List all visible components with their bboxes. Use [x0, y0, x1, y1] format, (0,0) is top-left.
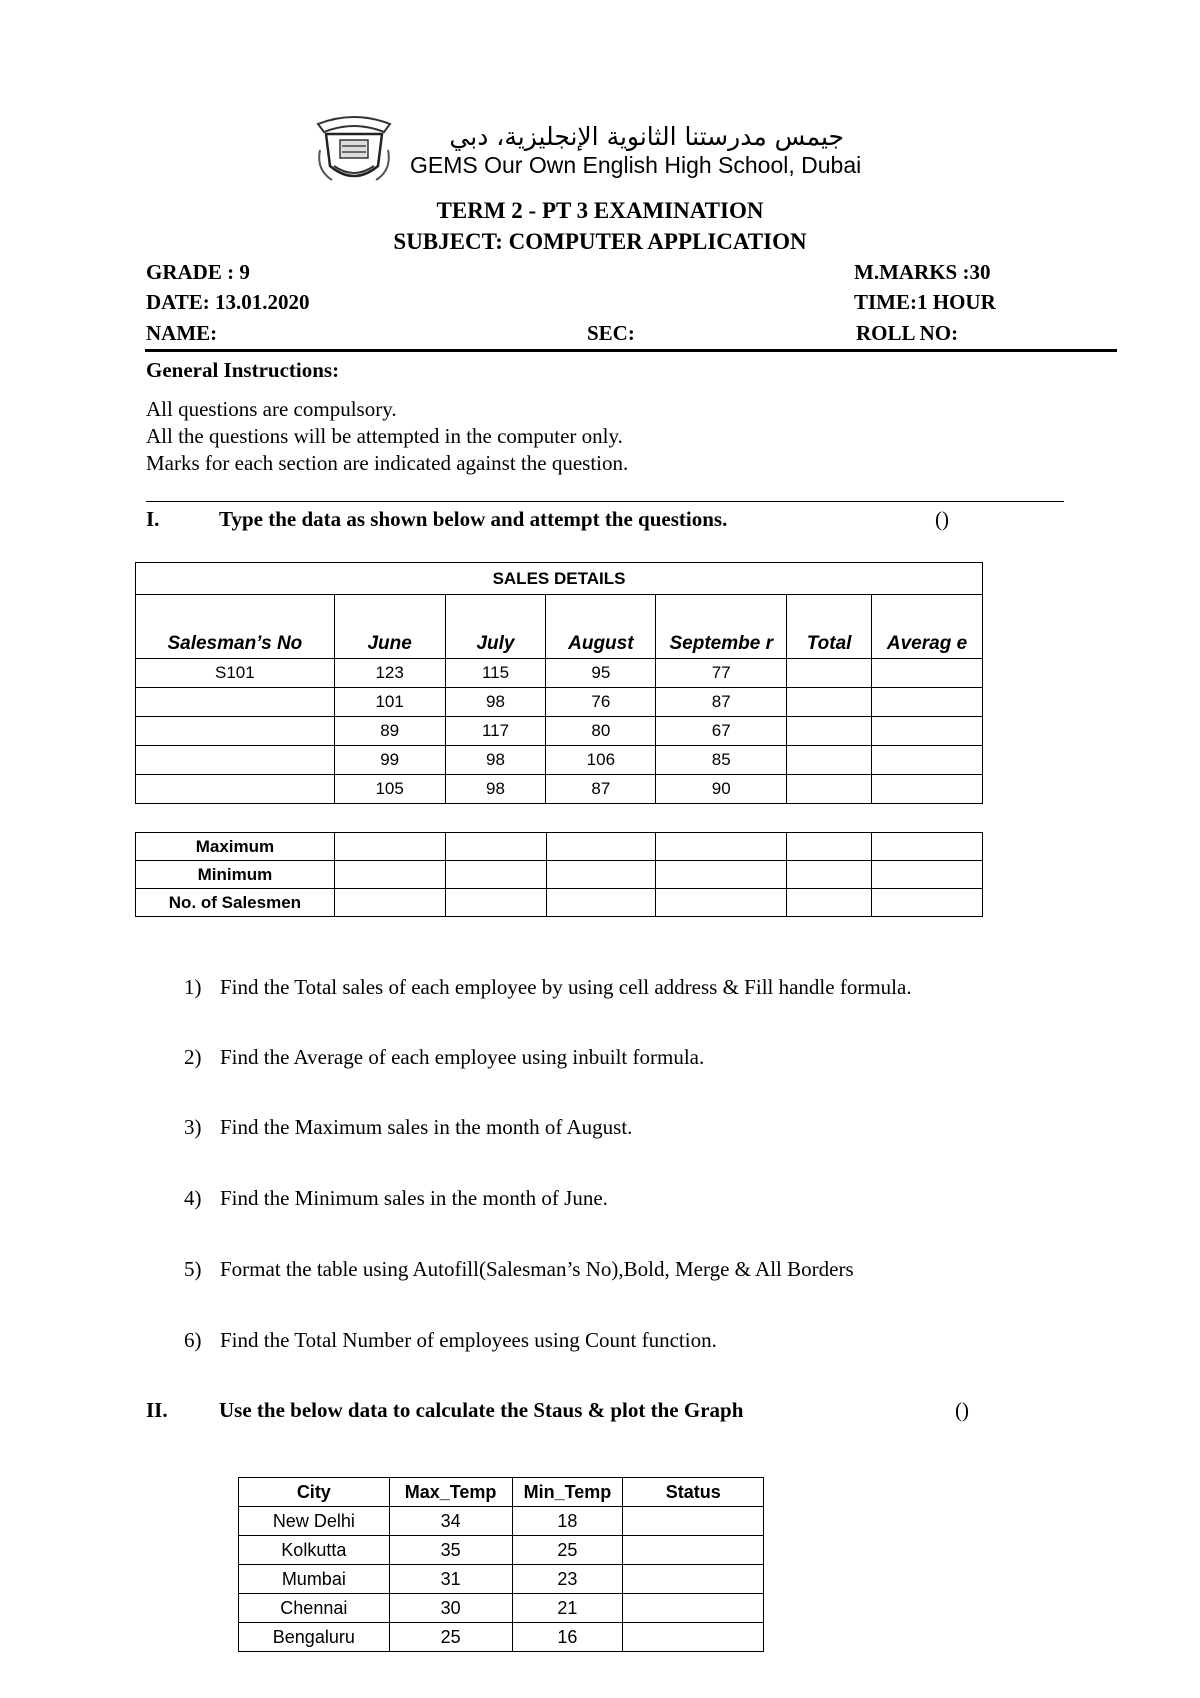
table-cell [334, 861, 445, 889]
question-text: Find the Minimum sales in the month of June. [220, 1186, 608, 1210]
question-number: 2) [184, 1045, 202, 1069]
table-cell [787, 746, 872, 775]
temperature-table [238, 1477, 764, 1652]
table-cell [656, 889, 787, 917]
table-cell: 25 [389, 1623, 512, 1652]
table-cell [872, 775, 983, 804]
table-row [136, 717, 983, 746]
table-cell: 80 [546, 717, 656, 746]
column-header: Status [623, 1478, 764, 1507]
table-cell [656, 861, 787, 889]
table-cell [136, 775, 335, 804]
table-cell [787, 717, 872, 746]
table-cell: Kolkutta [239, 1536, 390, 1565]
column-header: August [546, 595, 656, 659]
table-cell [623, 1594, 764, 1623]
table-cell: 16 [512, 1623, 623, 1652]
instruction-line: All questions are compulsory. [146, 397, 397, 421]
table-row [136, 775, 983, 804]
table-cell [872, 889, 983, 917]
table-row [239, 1565, 764, 1594]
header-divider [145, 349, 1117, 352]
table-cell [787, 889, 872, 917]
column-header: July [445, 595, 546, 659]
section-1-heading: Type the data as shown below and attempt the questions. [219, 507, 728, 531]
table-cell: 90 [656, 775, 787, 804]
table-cell: 35 [389, 1536, 512, 1565]
table-row [136, 746, 983, 775]
table-cell: 77 [656, 659, 787, 688]
table-cell: 18 [512, 1507, 623, 1536]
table-cell: 123 [334, 659, 445, 688]
table-cell: 30 [389, 1594, 512, 1623]
sales-table-caption: SALES DETAILS [136, 563, 983, 595]
sec-field-label: SEC: [587, 321, 635, 345]
table-cell: Mumbai [239, 1565, 390, 1594]
table-cell [656, 833, 787, 861]
table-cell [546, 833, 656, 861]
table-cell: 98 [445, 775, 546, 804]
general-instructions-heading: General Instructions: [146, 358, 340, 382]
table-cell: 23 [512, 1565, 623, 1594]
max-marks-label: M.MARKS :30 [854, 260, 991, 284]
column-header: Averag e [872, 595, 983, 659]
table-cell [334, 833, 445, 861]
instruction-line: Marks for each section are indicated against the question. [146, 451, 629, 475]
question-text: Find the Average of each employee using inbuilt formula. [220, 1045, 705, 1069]
exam-title: TERM 2 - PT 3 EXAMINATION [436, 198, 764, 223]
column-header: June [334, 595, 445, 659]
table-row [136, 861, 983, 889]
table-cell: S101 [136, 659, 335, 688]
table-cell [546, 889, 656, 917]
table-cell: 115 [445, 659, 546, 688]
column-header: Min_Temp [512, 1478, 623, 1507]
column-header: Max_Temp [389, 1478, 512, 1507]
table-cell [334, 889, 445, 917]
time-label: TIME:1 HOUR [854, 290, 996, 314]
table-cell [623, 1536, 764, 1565]
question-number: 1) [184, 975, 202, 999]
table-cell [787, 833, 872, 861]
summary-label-minimum: Minimum [136, 861, 335, 889]
table-row [239, 1623, 764, 1652]
table-cell: 105 [334, 775, 445, 804]
question-text: Find the Total sales of each employee by using cell address & Fill handle formula. [220, 975, 912, 999]
school-name-arabic: جيمس مدرستنا الثانوية الإنجليزية، دبي [449, 122, 844, 151]
table-row [239, 1594, 764, 1623]
table-cell [787, 659, 872, 688]
question-item [184, 1045, 704, 1070]
summary-label-count: No. of Salesmen [136, 889, 335, 917]
table-cell: 34 [389, 1507, 512, 1536]
table-cell: 98 [445, 688, 546, 717]
name-field-label: NAME: [146, 321, 218, 345]
question-item [184, 1186, 608, 1211]
table-cell [546, 861, 656, 889]
table-cell: 95 [546, 659, 656, 688]
roll-no-field-label: ROLL NO: [856, 321, 959, 345]
question-text: Find the Total Number of employees using Count function. [220, 1328, 717, 1352]
question-number: 6) [184, 1328, 202, 1352]
question-item [184, 1328, 717, 1353]
question-text: Find the Maximum sales in the month of August. [220, 1115, 633, 1139]
date-label: DATE: 13.01.2020 [146, 290, 310, 314]
table-cell: 106 [546, 746, 656, 775]
table-cell: 21 [512, 1594, 623, 1623]
question-item [184, 975, 912, 1000]
table-cell: New Delhi [239, 1507, 390, 1536]
table-cell [872, 659, 983, 688]
table-cell: 117 [445, 717, 546, 746]
table-cell: 89 [334, 717, 445, 746]
table-cell [623, 1623, 764, 1652]
table-row [239, 1536, 764, 1565]
school-crest-logo [312, 110, 396, 188]
table-cell [623, 1565, 764, 1594]
table-cell: 67 [656, 717, 787, 746]
table-cell: Chennai [239, 1594, 390, 1623]
column-header: Total [787, 595, 872, 659]
table-cell [872, 746, 983, 775]
subject-title: SUBJECT: COMPUTER APPLICATION [393, 229, 807, 254]
table-cell: 99 [334, 746, 445, 775]
question-item [184, 1257, 854, 1282]
column-header: Salesman’s No [136, 595, 335, 659]
table-cell: 98 [445, 746, 546, 775]
section-2-marks: () [955, 1398, 969, 1422]
table-cell: Bengaluru [239, 1623, 390, 1652]
school-name-english: GEMS Our Own English High School, Dubai [410, 152, 862, 178]
summary-table [135, 832, 983, 917]
question-number: 5) [184, 1257, 202, 1281]
table-cell [872, 861, 983, 889]
question-number: 4) [184, 1186, 202, 1210]
table-cell [872, 833, 983, 861]
question-text: Format the table using Autofill(Salesman’s No),Bold, Merge & All Borders [220, 1257, 854, 1281]
instructions-divider [146, 501, 1064, 502]
section-1-marks: () [935, 507, 949, 531]
table-cell [136, 688, 335, 717]
table-row [239, 1507, 764, 1536]
table-cell: 87 [546, 775, 656, 804]
table-cell: 101 [334, 688, 445, 717]
grade-label: GRADE : 9 [146, 260, 250, 284]
table-cell: 31 [389, 1565, 512, 1594]
table-cell: 87 [656, 688, 787, 717]
table-cell: 76 [546, 688, 656, 717]
table-cell [623, 1507, 764, 1536]
question-item [184, 1115, 632, 1140]
table-cell [445, 861, 546, 889]
table-row [136, 833, 983, 861]
column-header: City [239, 1478, 390, 1507]
table-cell [787, 775, 872, 804]
table-cell [136, 717, 335, 746]
summary-label-maximum: Maximum [136, 833, 335, 861]
table-row [136, 889, 983, 917]
sales-details-table [135, 562, 983, 804]
instruction-line: All the questions will be attempted in the computer only. [146, 424, 623, 448]
table-cell [445, 833, 546, 861]
table-cell [872, 688, 983, 717]
table-cell [872, 717, 983, 746]
table-cell [445, 889, 546, 917]
table-row [136, 688, 983, 717]
section-2-number: II. [146, 1398, 168, 1422]
table-cell [787, 688, 872, 717]
table-cell [136, 746, 335, 775]
section-2-heading: Use the below data to calculate the Staus & plot the Graph [219, 1398, 744, 1422]
section-1-number: I. [146, 507, 160, 531]
column-header: Septembe r [656, 595, 787, 659]
table-cell [787, 861, 872, 889]
table-row [136, 659, 983, 688]
table-cell: 85 [656, 746, 787, 775]
table-cell: 25 [512, 1536, 623, 1565]
question-number: 3) [184, 1115, 202, 1139]
